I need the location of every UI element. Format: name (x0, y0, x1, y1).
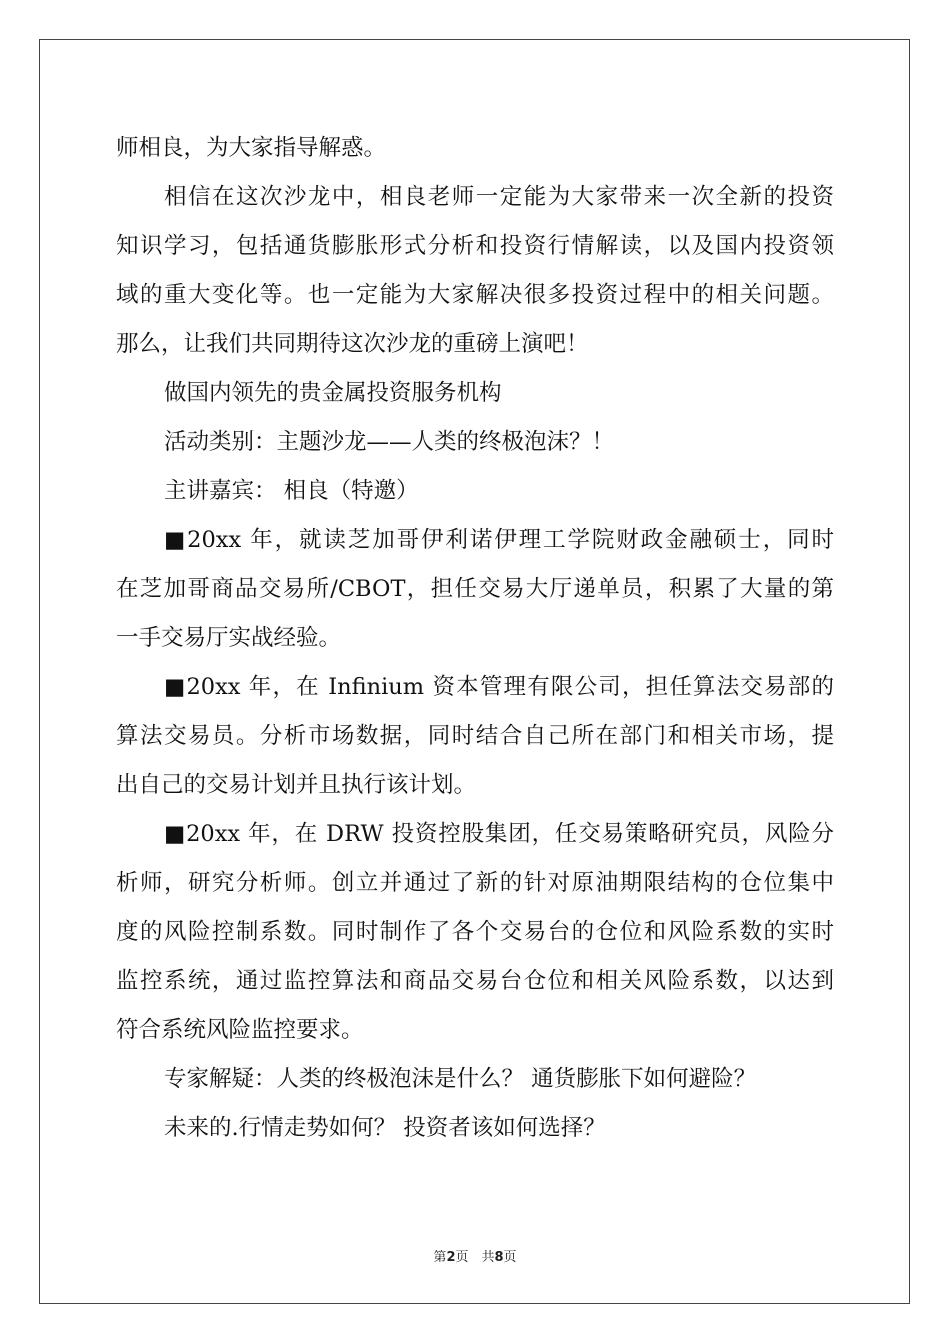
text-line: 算法交易员。分析市场数据，同时结合自己所在部门和相关市场，提 (116, 723, 834, 749)
text-line: 符合系统风险监控要求。 (116, 1017, 364, 1043)
document-body (116, 124, 834, 1153)
text-line: 主讲嘉宾： 相良（特邀） (164, 478, 419, 504)
footer-mid: 页 共 (455, 1250, 495, 1265)
page-footer (0, 1246, 950, 1265)
total-page-number: 8 (494, 1250, 504, 1265)
text-line: 析师，研究分析师。创立并通过了新的针对原油期限结构的仓位集中 (116, 870, 834, 896)
text-line: 一手交易厅实战经验。 (116, 625, 342, 651)
footer-prefix: 第 (433, 1250, 447, 1265)
text-line: 在芝加哥商品交易所/CBOT，担任交易大厅递单员，积累了大量的第 (116, 576, 834, 602)
text-line: 活动类别：主题沙龙——人类的终极泡沫？！ (164, 429, 615, 455)
text-line: 度的风险控制系数。同时制作了各个交易台的仓位和风险系数的实时 (116, 919, 834, 945)
text-line: ■20xx 年，在 DRW 投资控股集团，任交易策略研究员，风险分 (164, 821, 834, 847)
text-line: 专家解疑：人类的终极泡沫是什么？ 通货膨胀下如何避险？ (164, 1066, 757, 1092)
footer-suffix: 页 (503, 1250, 517, 1265)
text-line: 未来的.行情走势如何？ 投资者该如何选择？ (164, 1115, 606, 1141)
text-line: ■20xx 年，就读芝加哥伊利诺伊理工学院财政金融硕士，同时 (164, 527, 834, 553)
text-line: 监控系统，通过监控算法和商品交易台仓位和相关风险系数，以达到 (116, 968, 834, 994)
text-line: 知识学习，包括通货膨胀形式分析和投资行情解读，以及国内投资领 (116, 233, 834, 259)
text-line: 做国内领先的贵金属投资服务机构 (164, 380, 502, 406)
text-line: 那么，让我们共同期待这次沙龙的重磅上演吧！ (116, 331, 589, 357)
current-page-number: 2 (446, 1250, 456, 1265)
text-line: 相信在这次沙龙中，相良老师一定能为大家带来一次全新的投资 (164, 184, 834, 210)
text-line: 域的重大变化等。也一定能为大家解决很多投资过程中的相关问题。 (116, 282, 834, 308)
text-line: 师相良，为大家指导解惑。 (116, 135, 387, 161)
text-line: ■20xx 年，在 Infinium 资本管理有限公司，担任算法交易部的 (164, 674, 834, 700)
text-line: 出自己的交易计划并且执行该计划。 (116, 772, 477, 798)
